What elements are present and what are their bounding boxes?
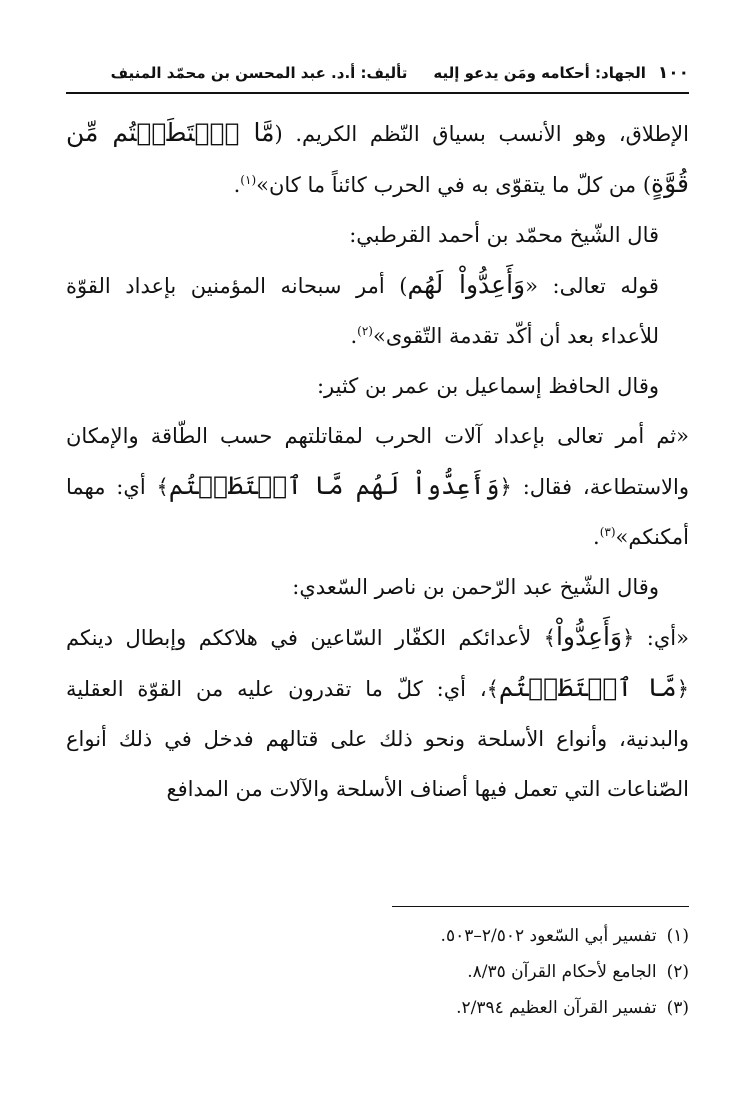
text-run: «أي: ﴿ [622,626,689,650]
page-number: ١٠٠ [657,63,689,83]
footnote-text: تفسير القرآن العظيم ٢/٣٩٤. [456,998,657,1018]
paragraph: وقال الشّيخ عبد الرّحمن بن ناصر السّعدي: [292,575,659,599]
paragraph: قال الشّيخ محمّد بن أحمد القرطبي: [349,223,659,247]
footnote [66,954,689,990]
quran-verse: وَأَعِدُّواْ [555,622,623,651]
footnote-ref: (٢) [357,324,373,338]
text-run: ) من كلّ ما يتقوّى به في الحرب كائناً ما كان» [256,173,652,197]
paragraph [66,411,689,562]
header-divider [66,92,689,94]
footnote-number: (٣) [666,998,689,1018]
footnote-divider [392,906,689,907]
text-run: ) أمر سبحانه المؤمنين بإعداد القوّة للأعداء بعد أن أكّد تقدمة التّقوى» [66,274,659,348]
quran-verse: وَأَعِدُّواْ لَهُم [407,270,526,299]
footnote-text: تفسير أبي السّعود ٢/٥٠٢–٥٠٣. [440,926,657,946]
footnote [66,990,689,1026]
text-run: «ثم أمر تعالى بإعداد آلات الحرب لمقاتلتهم حسب الطّاقة والإمكان والاستطاعة، فقال: ﴿ [66,424,690,499]
text-run: الإطلاق، وهو الأنسب بسياق النّظم الكريم. ( [274,122,689,146]
footnote-number: (٢) [666,962,689,982]
footnote-text: الجامع لأحكام القرآن ٨/٣٥. [467,962,657,982]
text-run: . [233,173,241,197]
quran-verse: مَّا ٱسۡتَطَعۡتُم [498,673,677,702]
paragraph [66,612,689,814]
paragraph: وقال الحافظ إسماعيل بن عمر بن كثير: [316,374,659,398]
footnote [66,918,689,954]
footnote-ref: (١) [240,173,257,187]
book-title: الجهاد: أحكامه ومَن يدعو إليه [433,64,646,82]
footnotes [66,918,689,1026]
text-run: . [350,324,358,348]
quran-verse: وَأَعِدُّواْ لَهُم مَّا ٱسۡتَطَعۡتُم [168,471,500,500]
paragraph [66,260,689,361]
text-run: ﴾، أي: كلّ ما تقدرون عليه من القوّة العقلية والبدنية، وأنواع الأسلحة ونحو ذلك على قتالهم فدخل في ذلك أنواع الصّناعات التي تعمل فيها أصناف الأسلحة والآلات من المدافع [66,677,689,801]
text-run: ﴾ أي: مهما أمكنكم» [66,475,689,549]
running-header [66,58,689,88]
author-line: تأليف: أ.د. عبد المحسن بن محمّد المنيف [110,64,408,82]
footnote-number: (١) [666,926,689,946]
text-run: . [593,525,600,549]
footnote-ref: (٣) [599,525,616,539]
text-run: قوله تعالى: « [525,274,659,298]
quran-verse: مَّا ٱسۡتَطَعۡتُم مِّن قُوَّةٍ [66,118,689,198]
text-run: ﴾ لأعدائكم الكفّار السّاعين في هلاككم وإبطال دينكم ﴿ [66,626,689,701]
paragraph [66,108,689,210]
main-text [66,108,689,814]
